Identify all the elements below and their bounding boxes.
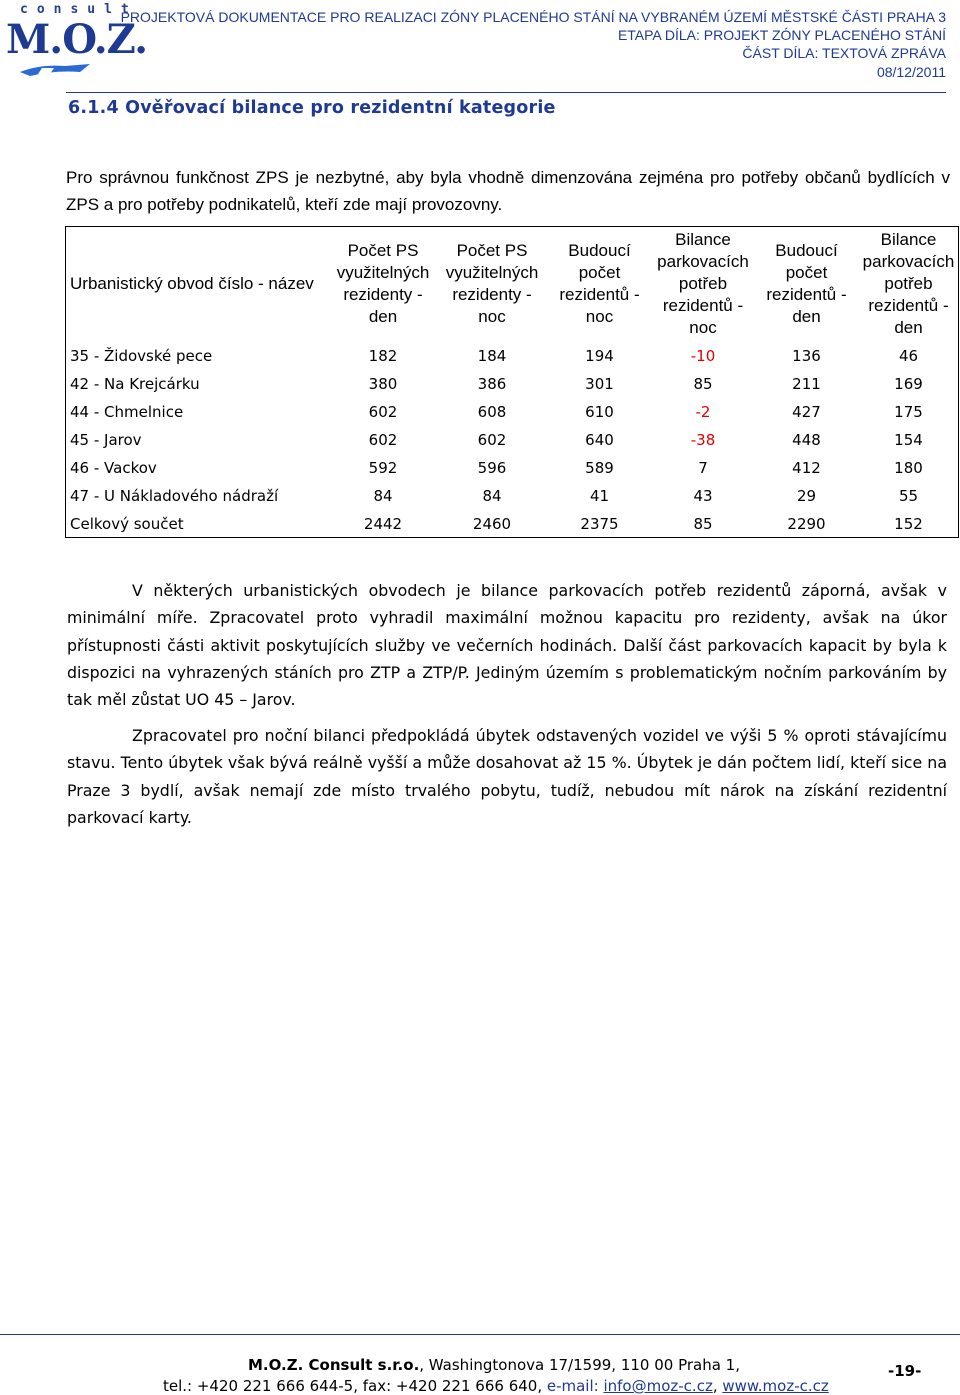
footer-email-label: e-mail: [546,1377,604,1395]
logo-swoosh-icon [20,62,90,76]
table-cell-value: 610 [585,403,614,421]
header-cell-ps-night: Počet PS využitelných rezidenty - noc [445,241,539,326]
table-row [66,370,958,398]
footer-divider [0,1334,960,1335]
table-cell-value: 589 [585,459,614,477]
table-cell-value: 602 [368,403,398,421]
table-cell-value: 55 [898,487,919,505]
table-cell-value: 154 [894,431,923,449]
table-row [66,510,958,538]
header-cell-balance-night: Bilance parkovacích potřeb rezidentů - noc [657,230,749,337]
table-cell-value: 175 [894,403,923,421]
table-cell-value: 2290 [787,515,826,533]
footer-email-link[interactable]: info@moz-c.cz [603,1377,713,1395]
table-cell-value: 29 [796,487,817,505]
table-cell-district: 45 - Jarov [70,431,142,449]
table-row [66,398,958,426]
table-cell-value: 169 [894,375,923,393]
table-cell-value: -38 [690,431,716,449]
paragraph-2: Zpracovatel pro noční bilanci předpokládá úbytek odstavených vozidel ve výši 5 % oproti stávajícímu stavu. Tento úbytek však bývá reálně vyšší a může dosahovat až 15 %. Úbytek je dán počtem lidí, kteří sice na Praze 3 bydlí, avšak nemají zde místo trvalého pobytu, tudíž, nebudou mít nárok na získání rezidentní parkovací karty. [67,726,947,827]
table-header-row [66,226,958,342]
table-cell-value: 448 [792,431,821,449]
table-cell-value: 41 [589,487,610,505]
table-cell-value: 85 [693,515,713,533]
table-cell-value: 85 [693,375,713,393]
header-part: ČÁST DÍLA: TEXTOVÁ ZPRÁVA [742,45,946,61]
page-number: -19- [888,1362,922,1380]
footer-company: M.O.Z. Consult s.r.o. [248,1356,420,1374]
table-cell-value: 596 [477,459,507,477]
table-cell-value: -10 [690,347,716,365]
table-cell-value: 2460 [472,515,512,533]
table-cell-value: 412 [792,459,821,477]
table-cell-value: 380 [368,375,398,393]
table-cell-value: -2 [695,403,711,421]
table-row [66,454,958,482]
table-cell-value: 84 [482,487,502,505]
section-title: 6.1.4 Ověřovací bilance pro rezidentní kategorie [68,98,556,118]
table-row [66,342,958,370]
header-date: 08/12/2011 [876,64,946,80]
table-cell-value: 386 [477,375,507,393]
table-cell-value: 180 [894,459,923,477]
footer-phones: tel.: +420 221 666 644-5, fax: +420 221 666 640, [163,1377,547,1395]
table-cell-value: 43 [693,487,713,505]
table-cell-value: 7 [698,459,708,477]
header-divider [66,92,946,93]
table-cell-district: 47 - U Nákladového nádraží [70,487,279,505]
logo-moz-text: M.O.Z. [6,16,148,63]
table-cell-district: Celkový součet [70,515,184,533]
footer-web-link[interactable]: www.moz-c.cz [722,1377,829,1395]
table-cell-value: 2442 [363,515,403,533]
table-cell-district: 46 - Vackov [70,459,157,477]
table-cell-value: 182 [368,347,398,365]
header-cell-ps-day: Počet PS využitelných rezidenty - den [336,241,430,326]
paragraph-1: V některých urbanistických obvodech je bilance parkovacích potřeb rezidentů záporná, avšak v minimální míře. Zpracovatel proto vyhradil maximální možnou kapacitu pro rezidenty, avšak na úkor přístupnosti části aktivit poskytujících služby ve večerních hodinách. Další část parkovacích kapacit by byla k dispozici na vyhrazených stáních pro ZTP a ZTP/P. Jediným územím s problematickým nočním parkováním by tak měl zůstat UO 45 – Jarov. [67,581,947,710]
header-cell-residents-night: Budoucí počet rezidentů - noc [559,241,640,326]
table-cell-value: 46 [898,347,919,365]
header-cell-residents-day: Budoucí počet rezidentů - den [766,241,847,326]
header-cell-district: Urbanistický obvod číslo - název [70,274,314,293]
footer-contact-line [163,1377,829,1395]
footer-address-line [248,1356,740,1374]
header-cell-balance-day: Bilance parkovacích potřeb rezidentů - den [862,230,955,337]
logo-consult-text: consult [20,2,138,17]
header-project-title: PROJEKTOVÁ DOKUMENTACE PRO REALIZACI ZÓNY PLACENÉHO STÁNÍ NA VYBRANÉM ÚZEMÍ MĚSTSKÉ ČÁSTI PRAHA 3 [120,9,946,25]
table-cell-value: 301 [585,375,614,393]
table-cell-value: 427 [792,403,821,421]
table-cell-value: 211 [792,375,821,393]
table-cell-district: 44 - Chmelnice [70,403,184,421]
table-cell-value: 194 [585,347,614,365]
table-cell-value: 640 [585,431,614,449]
balance-table [66,226,958,538]
intro-paragraph: Pro správnou funkčnost ZPS je nezbytné, aby byla vhodně dimenzována zejména pro potřeby občanů bydlících v ZPS a pro potřeby podnikatelů, kteří zde mají provozovny. [66,168,950,214]
table-row [66,426,958,454]
table-cell-value: 184 [477,347,507,365]
table-row [66,482,958,510]
company-logo [6,2,148,82]
footer-separator: , [712,1377,723,1395]
table-cell-value: 152 [894,515,923,533]
table-cell-district: 35 - Židovské pece [70,347,213,365]
table-cell-value: 602 [477,431,507,449]
header-stage: ETAPA DÍLA: PROJEKT ZÓNY PLACENÉHO STÁNÍ [617,27,946,43]
table-cell-value: 608 [477,403,507,421]
footer-address: , Washingtonova 17/1599, 110 00 Praha 1, [419,1356,740,1374]
table-cell-value: 2375 [580,515,619,533]
table-cell-value: 84 [373,487,393,505]
table-cell-value: 592 [368,459,398,477]
table-cell-district: 42 - Na Krejcárku [70,375,200,393]
table-cell-value: 602 [368,431,398,449]
table-cell-value: 136 [792,347,821,365]
